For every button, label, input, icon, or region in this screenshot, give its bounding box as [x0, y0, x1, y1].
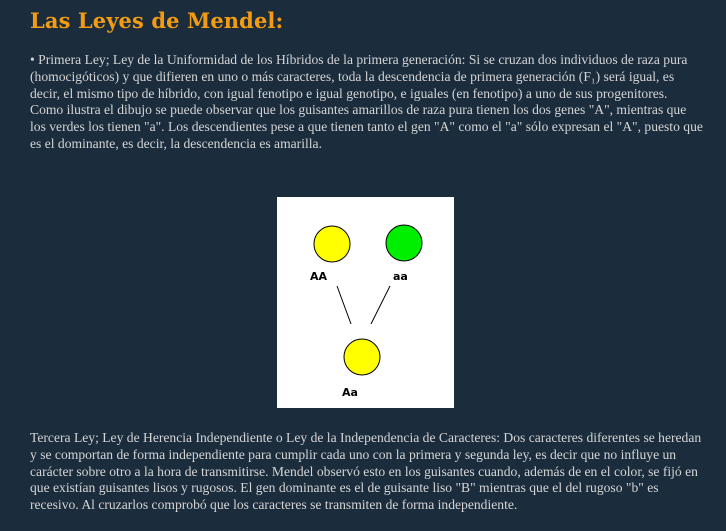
- parent-aa-recessive-pea: [386, 225, 422, 261]
- first-law-paragraph: • Primera Ley; Ley de la Uniformidad de los Híbridos de la primera generación: Si se cruzan dos individuos de raza pura (homocigóticos) y que difieren en uno o más caracteres, toda la descendencia de primera generación (F₁) será igual, es decir, el mismo tipo de híbrido, con igual fenotipo e igual genotipo, e iguales (en fenotipo) a uno de sus progenitores. Como ilustra el dibujo se puede observar que los guisantes amarillos de raza pura tienen los dos genes "A", mientras que los verdes los tienen "a". Los descendientes pese a que tienen tanto el gen "A" como el "a" sólo expresan el "A", puesto que es el dominante, es decir, la descendencia es amarilla.: [30, 52, 703, 151]
- cross-line-right: [371, 286, 390, 324]
- page-title: Las Leyes de Mendel:: [30, 8, 284, 33]
- mendel-cross-diagram: [277, 197, 454, 408]
- offspring-hybrid-pea: [344, 339, 380, 375]
- offspring-label: Aa: [342, 386, 358, 399]
- third-law-paragraph: Tercera Ley; Ley de Herencia Independiente o Ley de la Independencia de Caracteres: Dos caracteres diferentes se heredan y se comportan de forma independiente para cumplir cada uno con la primera y segunda ley, es decir que no influye un carácter sobre otro a la hora de transmitirse. Mendel observó esto en los guisantes cuando, además de en el color, se fijó en que existían guisantes lisos y rugosos. El gen dominante es el de guisante liso "B" mientras que el del rugoso "b" es recesivo. Al cruzarlos comprobó que los caracteres se transmiten de forma independiente.: [30, 430, 702, 513]
- cross-line-left: [337, 286, 351, 324]
- parent-1-label: AA: [310, 270, 328, 283]
- parent-aa-dominant-pea: [314, 226, 350, 262]
- parent-2-label: aa: [393, 270, 408, 283]
